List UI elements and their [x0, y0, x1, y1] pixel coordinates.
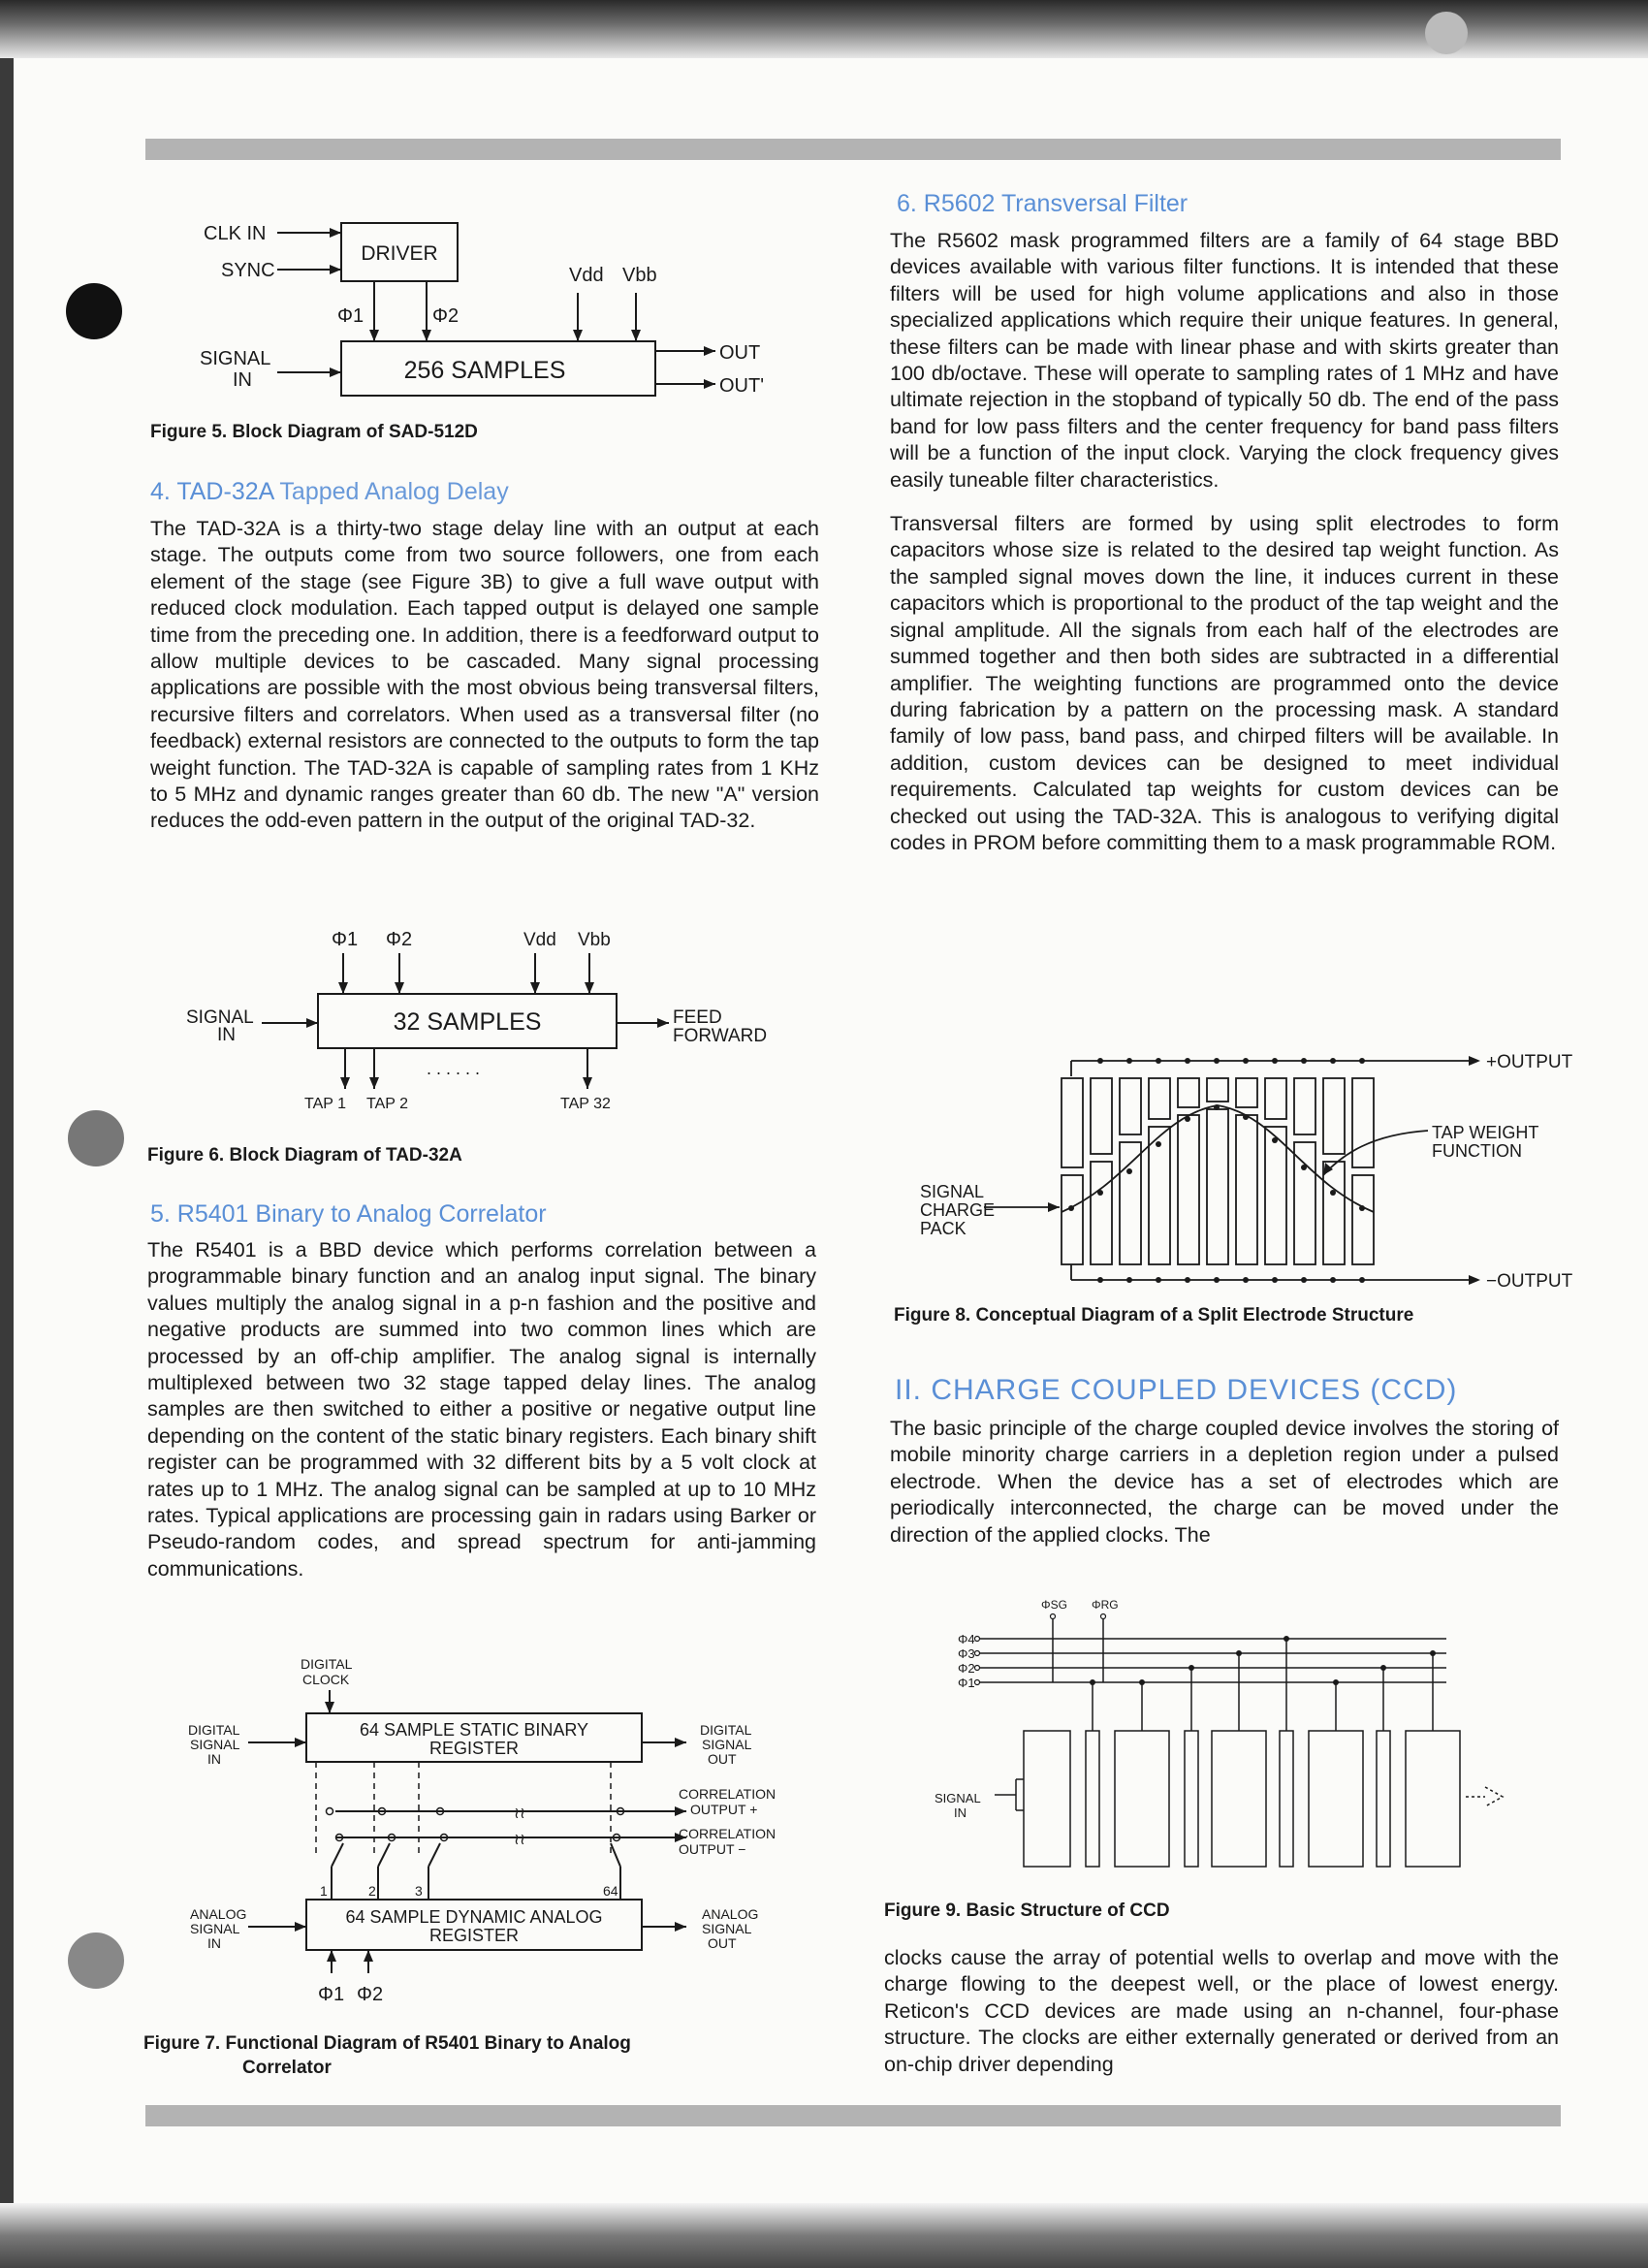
analog-signal-in-1: ANALOG	[190, 1906, 247, 1922]
vbb-label: Vbb	[578, 930, 611, 950]
section-5-paragraph: The R5401 is a BBD device which performs correlation between a programmable binary function and an analog input signal. The binary values multiply the analog signal in a p-n fashion and the positive and negative products are summed into two common lines which are processed by an off-chip amplifier. The analog signal is internally multiplexed between two 32 stage tapped delay lines. The analog samples are then switched to either a positive or negative output line depending on the content of the static binary registers. Each binary shift register can be programmed with 32 different bits by a 5 volt clock at rates up to 1 MHz. The analog signal can be sampled at up to 10 MHz rates. Typical applications are processing gain in radars using Barker or Pseudo-random codes, and spread spectrum for anti-jamming communications.	[147, 1238, 816, 1581]
section-ii-heading: II. CHARGE COUPLED DEVICES (CCD)	[895, 1374, 1458, 1406]
section-5-heading	[150, 1200, 547, 1229]
break-mark: ≀≀	[514, 1832, 525, 1848]
tap-number-2: 2	[368, 1883, 376, 1899]
section-ii-body-2	[884, 1945, 1559, 2078]
phi2-label: Φ2	[386, 929, 413, 950]
punch-hole	[68, 1110, 124, 1166]
signal-label: SIGNAL	[935, 1791, 981, 1805]
digital-signal-out-1: DIGITAL	[700, 1722, 752, 1738]
digital-clock-label-1: DIGITAL	[301, 1656, 353, 1672]
figure-8-diagram	[916, 1047, 1573, 1299]
section-ii-paragraph-2: clocks cause the array of potential wells to overlap and move with the charge flowing to the deepest well, or the place of lowest energy. Reticon's CCD devices are made using an n-channel, four-phase structure. The clocks are either externally generated or derived from an on-chip driver depending	[884, 1946, 1559, 2076]
punch-hole	[1425, 12, 1468, 54]
figure-9-caption: Figure 9. Basic Structure of CCD	[884, 1901, 1170, 1921]
correlation-minus-1: CORRELATION	[679, 1826, 776, 1841]
section-5-body	[147, 1237, 816, 1582]
analog-signal-in-3: IN	[207, 1935, 221, 1951]
analog-signal-out-1: ANALOG	[702, 1906, 759, 1922]
phi4-label: Φ4	[958, 1632, 975, 1646]
tap32-label: TAP 32	[560, 1096, 611, 1112]
dynamic-register-label-1: 64 SAMPLE DYNAMIC ANALOG	[345, 1907, 603, 1927]
electrode	[1062, 1175, 1083, 1264]
phi-rg-label: ΦRG	[1092, 1598, 1119, 1612]
static-register-label-1: 64 SAMPLE STATIC BINARY	[359, 1720, 589, 1740]
digital-signal-out-2: SIGNAL	[702, 1737, 752, 1752]
sync-label: SYNC	[221, 260, 275, 281]
charge-label: CHARGE	[920, 1200, 996, 1220]
out-prime-label: OUT'	[719, 375, 765, 397]
digital-signal-out-3: OUT	[708, 1751, 737, 1767]
phi1-label: Φ1	[337, 305, 364, 327]
vdd-label: Vdd	[523, 930, 556, 950]
phi2-label: Φ2	[432, 305, 460, 327]
feed-label: FEED	[673, 1007, 722, 1028]
section-6-paragraph-2: Transversal filters are formed by using split electrodes to form capacitors whose size is related to the desired tap weight function. As the sampled signal moves down the line, it induces current in these capacitors which is proportional to the product of the tap weight and the signal amplitude. All the signals from each half of the electrodes are summed together and then both sides are subtracted in a differential amplifier. The weighting functions are programmed onto the device during fabrication by a pattern on the processing mask. A standard family of low pass, band pass, and chirped filters will be available. In addition, custom devices can be designed to meet individual requirements. Calculated tap weights for custom devices can be checked out using the TAD-32A. This is analogous to verifying digital codes in PROM before committing them to a mask programmable ROM.	[890, 512, 1559, 854]
phi1-label: Φ1	[332, 929, 359, 950]
signal-label: SIGNAL	[920, 1182, 985, 1201]
section-ii-paragraph-1: The basic principle of the charge coupled device involves the storing of mobile minority charge carriers in a depletion region under a pulsed electrode. When the device has a set of electrodes which are periodically interconnected, the charge can be moved under the direction of the applied clocks. The	[890, 1417, 1559, 1547]
section-6-heading	[897, 190, 1188, 218]
vdd-label: Vdd	[569, 265, 604, 286]
section-6-title: Transversal Filter	[995, 190, 1188, 217]
section-4-paragraph: The TAD-32A is a thirty-two stage delay line with an output at each stage. The outputs come from two source followers, one from each element of the stage (see Figure 3B) to give a full wave output with reduced clock modulation. Each tapped output is delayed one sample time from the preceding one. In addition, there is a feedforward output to allow multiple devices to be cascaded. Many signal processing applications are possible with the most obvious being transversal filters, recursive filters and correlators. When used as a transversal filter (no feedback) external resistors are connected to the outputs to form the tap weight function. The TAD-32A is capable of sampling rates from 1 KHz to 5 MHz and dynamic ranges greater than 60 db. The new "A" version reduces the odd-even pattern in the output of the original TAD-32.	[150, 517, 819, 833]
bottom-gray-bar	[145, 2105, 1561, 2126]
correlation-plus-1: CORRELATION	[679, 1786, 776, 1802]
ccd-input-gate	[1024, 1731, 1070, 1867]
tap2-label: TAP 2	[366, 1096, 408, 1112]
figure-5-caption: Figure 5. Block Diagram of SAD-512D	[150, 422, 478, 442]
correlation-minus-2: OUTPUT −	[679, 1841, 746, 1857]
static-register-label-2: REGISTER	[428, 1739, 520, 1758]
section-6-number: 6. R5602	[897, 190, 996, 217]
figure-5-diagram	[184, 213, 805, 407]
section-4-number: 4. TAD-32A	[150, 478, 273, 505]
punch-hole	[68, 1933, 124, 1989]
section-4-title: Tapped Analog Delay	[272, 478, 509, 505]
plus-output-label: +OUTPUT	[1486, 1052, 1573, 1072]
section-4-heading	[150, 478, 509, 506]
in-label: IN	[954, 1805, 967, 1820]
dynamic-register-label-2: REGISTER	[428, 1926, 520, 1945]
section-ii-body-1	[890, 1416, 1559, 1549]
samples-label: 32 SAMPLES	[393, 1008, 542, 1036]
digital-signal-in-2: SIGNAL	[190, 1737, 240, 1752]
tap-number-64: 64	[603, 1883, 618, 1899]
figure-8-caption: Figure 8. Conceptual Diagram of a Split Electrode Structure	[894, 1305, 1414, 1326]
figure-7-diagram	[184, 1653, 805, 2022]
section-5-title: Binary to Analog Correlator	[248, 1200, 547, 1228]
pack-label: PACK	[920, 1219, 967, 1238]
function-label: FUNCTION	[1432, 1141, 1522, 1161]
phi-sg-label: ΦSG	[1041, 1598, 1067, 1612]
in-label: IN	[233, 369, 252, 391]
scan-bottom-edge	[0, 2203, 1648, 2268]
forward-label: FORWARD	[673, 1026, 768, 1046]
section-6-paragraph-1: The R5602 mask programmed filters are a family of 64 stage BBD devices available with various filter functions. It is intended that these filters will be used for high volume applications and also in those specialized applications which require their unique features. In general, these filters can be made with linear phase and with skirts greater than 100 db/octave. These will operate to sampling rates of 1 MHz and have ultimate rejection in the stopband of typically 50 db. The end of the pass band for low pass filters and the center frequency for band pass filters will be a function of the input clock. Varying the clock frequency gives easily tuneable filter characteristics.	[890, 229, 1559, 492]
phi2-label: Φ2	[958, 1661, 975, 1676]
clk-in-label: CLK IN	[204, 223, 267, 244]
phi3-label: Φ3	[958, 1646, 975, 1661]
section-5-number: 5. R5401	[150, 1200, 249, 1228]
tap-number-1: 1	[320, 1883, 328, 1899]
digital-signal-in-1: DIGITAL	[188, 1722, 240, 1738]
figure-6-caption: Figure 6. Block Diagram of TAD-32A	[147, 1145, 462, 1166]
analog-signal-in-2: SIGNAL	[190, 1921, 240, 1936]
dots-label: . . . . . .	[427, 1059, 481, 1078]
correlation-plus-2: OUTPUT +	[690, 1802, 758, 1817]
samples-label: 256 SAMPLES	[403, 357, 566, 384]
digital-clock-label-2: CLOCK	[302, 1672, 350, 1687]
phi1-label: Φ1	[318, 1984, 345, 2005]
tap1-label: TAP 1	[304, 1096, 346, 1112]
phi1-label: Φ1	[958, 1676, 975, 1690]
out-label: OUT	[719, 342, 761, 364]
top-gray-bar	[145, 139, 1561, 160]
figure-6-diagram	[184, 926, 805, 1120]
figure-9-diagram	[931, 1595, 1532, 1886]
tap-number-3: 3	[415, 1883, 423, 1899]
punch-hole	[66, 283, 122, 339]
figure-7-caption-2: Correlator	[242, 2058, 332, 2078]
figure-7-caption-1: Figure 7. Functional Diagram of R5401 Binary to Analog	[143, 2033, 631, 2054]
break-mark: ≀≀	[514, 1805, 525, 1822]
signal-label: SIGNAL	[186, 1007, 254, 1028]
scan-top-edge	[0, 0, 1648, 58]
phi2-label: Φ2	[357, 1984, 384, 2005]
analog-signal-out-2: SIGNAL	[702, 1921, 752, 1936]
section-4-body	[150, 516, 819, 835]
section-6-body	[890, 228, 1559, 856]
minus-output-label: −OUTPUT	[1486, 1271, 1573, 1292]
digital-signal-in-3: IN	[207, 1751, 221, 1767]
vbb-label: Vbb	[622, 265, 657, 286]
tap-weight-label: TAP WEIGHT	[1432, 1123, 1539, 1142]
in-label: IN	[217, 1025, 236, 1045]
analog-signal-out-3: OUT	[708, 1935, 737, 1951]
signal-label: SIGNAL	[200, 348, 271, 369]
driver-label: DRIVER	[361, 242, 438, 265]
